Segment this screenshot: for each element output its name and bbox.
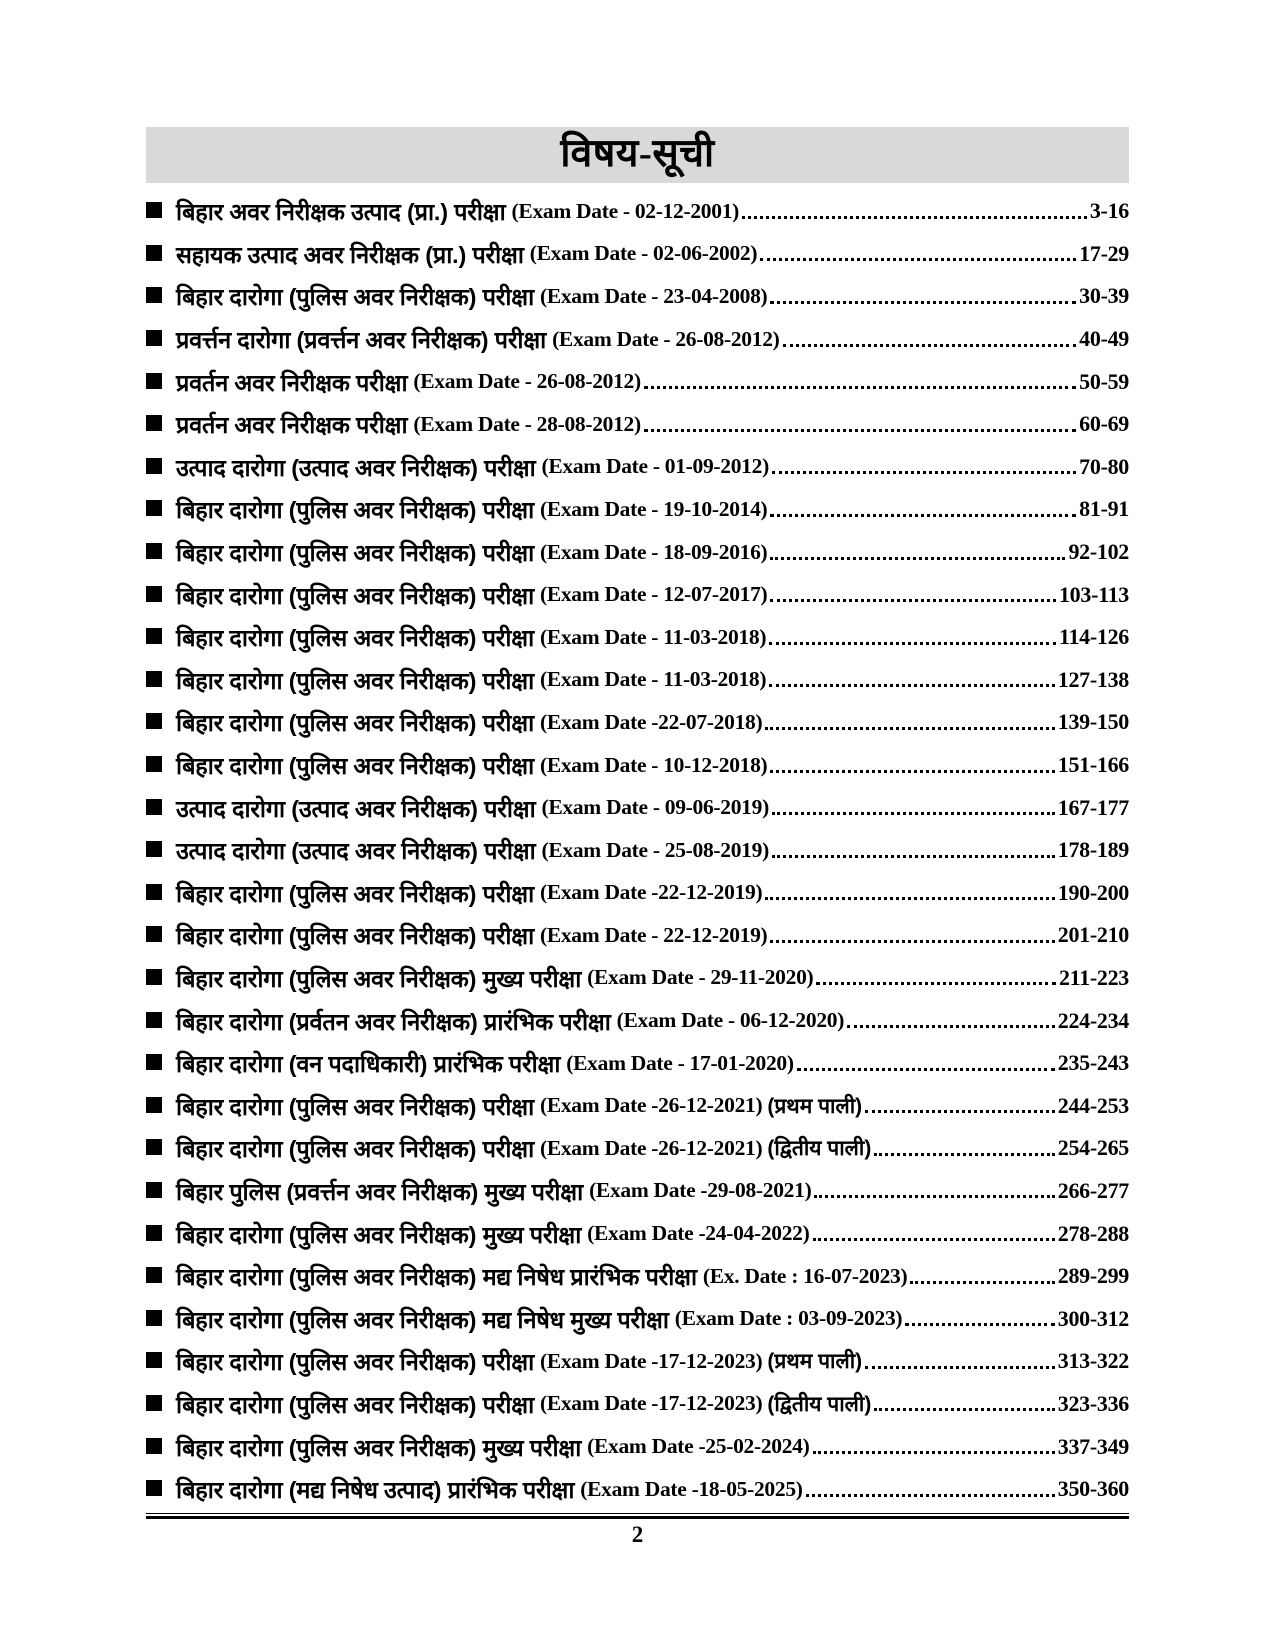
toc-entry-row — [146, 573, 1129, 616]
dotted-leader — [770, 514, 1076, 517]
dotted-leader — [644, 429, 1076, 432]
dotted-leader — [644, 386, 1076, 389]
dotted-leader — [910, 1281, 1054, 1284]
entry-page-range: 178-189 — [1057, 837, 1129, 863]
entry-exam-date: (Exam Date - 18-09-2016) — [539, 539, 768, 564]
square-bullet-icon — [146, 1012, 162, 1028]
entry-exam-date: (Exam Date - 22-12-2019) — [539, 922, 768, 947]
square-bullet-icon — [146, 841, 162, 857]
square-bullet-icon — [146, 671, 162, 687]
entry-title: बिहार दारोगा (पुलिस अवर निरीक्षक) परीक्षा — [176, 497, 534, 524]
entry-title: बिहार दारोगा (पुलिस अवर निरीक्षक) परीक्षा — [176, 1391, 534, 1418]
entry-title: बिहार दारोगा (प्रर्वतन अवर निरीक्षक) प्रारंभिक परीक्षा — [176, 1008, 611, 1035]
dotted-leader — [770, 770, 1054, 773]
entry-exam-date: (Exam Date - 12-07-2017) — [539, 582, 768, 607]
square-bullet-icon — [146, 1225, 162, 1241]
toc-entry-row — [146, 531, 1129, 574]
entry-title: बिहार दारोगा (पुलिस अवर निरीक्षक) परीक्षा — [176, 923, 534, 950]
toc-page — [146, 0, 1129, 1650]
entry-page-range: 167-177 — [1057, 794, 1129, 820]
entry-page-range: 92-102 — [1068, 539, 1129, 565]
entry-page-range: 254-265 — [1057, 1135, 1129, 1161]
toc-entry-row — [146, 1042, 1129, 1085]
entry-page-range: 139-150 — [1057, 709, 1129, 735]
dotted-leader — [765, 727, 1054, 730]
toc-entry-row — [146, 957, 1129, 1000]
entry-exam-date: (Exam Date - 19-10-2014) — [539, 496, 768, 521]
entry-title: प्रवर्त्तन दारोगा (प्रवर्त्तन अवर निरीक्षक) परीक्षा — [176, 327, 547, 354]
entry-exam-date: (Exam Date - 28-08-2012) — [413, 411, 641, 436]
dotted-leader — [813, 1451, 1055, 1454]
entry-page-range: 50-59 — [1079, 368, 1129, 394]
entry-page-range: 81-91 — [1079, 496, 1129, 522]
entry-page-range: 350-360 — [1057, 1476, 1129, 1502]
entry-exam-date: (Ex. Date : 16-07-2023) — [702, 1263, 908, 1288]
entry-title: बिहार दारोगा (पुलिस अवर निरीक्षक) परीक्षा — [176, 1349, 534, 1376]
square-bullet-icon — [146, 799, 162, 815]
square-bullet-icon — [146, 1395, 162, 1411]
toc-entry-row — [146, 275, 1129, 318]
entry-exam-date: (Exam Date - 25-08-2019) — [541, 837, 769, 862]
entry-title: उत्पाद दारोगा (उत्पाद अवर निरीक्षक) परीक्षा — [176, 795, 536, 822]
entry-title: बिहार दारोगा (पुलिस अवर निरीक्षक) परीक्षा — [176, 582, 534, 609]
entry-title: बिहार दारोगा (पुलिस अवर निरीक्षक) मद्य निषेध प्रारंभिक परीक्षा — [176, 1264, 697, 1291]
dotted-leader — [770, 301, 1076, 304]
square-bullet-icon — [146, 969, 162, 985]
dotted-leader — [769, 642, 1056, 645]
toc-entry-row — [146, 403, 1129, 446]
entry-page-range: 3-16 — [1089, 198, 1129, 224]
dotted-leader — [865, 1366, 1055, 1369]
entry-page-range: 235-243 — [1057, 1050, 1129, 1076]
dotted-leader — [770, 599, 1056, 602]
square-bullet-icon — [146, 1352, 162, 1368]
dotted-leader — [765, 897, 1054, 900]
entry-title: सहायक उत्पाद अवर निरीक्षक (प्रा.) परीक्षा — [176, 241, 524, 268]
dotted-leader — [770, 940, 1054, 943]
entry-exam-date: (Exam Date - 17-01-2020) — [566, 1050, 794, 1075]
entry-exam-date: (Exam Date - 11-03-2018) — [539, 667, 767, 692]
entry-page-range: 337-349 — [1057, 1433, 1129, 1459]
entry-title: बिहार दारोगा (पुलिस अवर निरीक्षक) परीक्षा — [176, 880, 534, 907]
entry-page-range: 300-312 — [1057, 1305, 1129, 1331]
dotted-leader — [905, 1323, 1055, 1326]
entry-exam-date: (Exam Date - 26-08-2012) — [552, 326, 780, 351]
square-bullet-icon — [146, 245, 162, 261]
square-bullet-icon — [146, 1438, 162, 1454]
entry-page-range: 30-39 — [1079, 283, 1129, 309]
toc-entry-row — [146, 233, 1129, 276]
toc-entry-row — [146, 1255, 1129, 1298]
entry-exam-date: (Exam Date -29-08-2021) — [589, 1178, 812, 1203]
square-bullet-icon — [146, 756, 162, 772]
entry-title: बिहार दारोगा (पुलिस अवर निरीक्षक) परीक्षा — [176, 1136, 534, 1163]
entry-title: बिहार दारोगा (पुलिस अवर निरीक्षक) परीक्षा — [176, 753, 534, 780]
footer-divider — [146, 1513, 1129, 1519]
square-bullet-icon — [146, 628, 162, 644]
toc-entry-row — [146, 872, 1129, 915]
entry-title: बिहार दारोगा (पुलिस अवर निरीक्षक) परीक्षा — [176, 1093, 534, 1120]
entry-page-range: 127-138 — [1057, 666, 1129, 692]
entry-title: बिहार दारोगा (मद्य निषेध उत्पाद) प्रारंभिक परीक्षा — [176, 1477, 575, 1504]
entry-exam-date: (Exam Date - 06-12-2020) — [616, 1008, 845, 1033]
entry-page-range: 70-80 — [1079, 453, 1129, 479]
dotted-leader — [874, 1153, 1054, 1156]
entry-title: बिहार दारोगा (पुलिस अवर निरीक्षक) मुख्य परीक्षा — [176, 1221, 582, 1248]
square-bullet-icon — [146, 926, 162, 942]
dotted-leader — [806, 1494, 1055, 1497]
entry-exam-date: (Exam Date -17-12-2023) — [539, 1391, 763, 1416]
dotted-leader — [814, 1195, 1054, 1198]
entry-page-range: 266-277 — [1057, 1177, 1129, 1203]
entry-page-range: 244-253 — [1057, 1092, 1129, 1118]
dotted-leader — [772, 855, 1055, 858]
footer-page-number: 2 — [631, 1522, 644, 1548]
entry-page-range: 211-223 — [1058, 964, 1129, 990]
toc-entry-row — [146, 1127, 1129, 1170]
entry-page-range: 278-288 — [1057, 1220, 1129, 1246]
entry-exam-date: (Exam Date -26-12-2021) — [539, 1093, 763, 1118]
entry-title: बिहार दारोगा (पुलिस अवर निरीक्षक) मुख्य परीक्षा — [176, 965, 582, 992]
title-bar — [146, 127, 1129, 183]
dotted-leader — [847, 1025, 1055, 1028]
dotted-leader — [770, 557, 1065, 560]
entry-shift-suffix: (प्रथम पाली) — [767, 1094, 863, 1118]
toc-entry-row — [146, 1084, 1129, 1127]
toc-entry-row — [146, 829, 1129, 872]
entry-exam-date: (Exam Date -24-04-2022) — [587, 1221, 810, 1246]
entry-shift-suffix: (प्रथम पाली) — [767, 1350, 863, 1374]
entry-page-range: 323-336 — [1057, 1390, 1129, 1416]
entry-title: बिहार दारोगा (पुलिस अवर निरीक्षक) परीक्षा — [176, 540, 534, 567]
entry-exam-date: (Exam Date - 02-12-2001) — [511, 198, 739, 223]
entry-shift-suffix: (द्वितीय पाली) — [767, 1137, 872, 1161]
entry-shift-suffix: (द्वितीय पाली) — [767, 1392, 872, 1416]
dotted-leader — [772, 471, 1076, 474]
entry-title: बिहार दारोगा (पुलिस अवर निरीक्षक) मुख्य परीक्षा — [176, 1434, 582, 1461]
toc-entry-row — [146, 318, 1129, 361]
page-title: विषय-सूची — [560, 131, 715, 175]
square-bullet-icon — [146, 884, 162, 900]
entry-title: बिहार दारोगा (पुलिस अवर निरीक्षक) परीक्षा — [176, 710, 534, 737]
toc-entry-row — [146, 488, 1129, 531]
entry-exam-date: (Exam Date - 23-04-2008) — [539, 283, 768, 308]
square-bullet-icon — [146, 1480, 162, 1496]
dotted-leader — [772, 812, 1055, 815]
square-bullet-icon — [146, 415, 162, 431]
entry-title: बिहार दारोगा (पुलिस अवर निरीक्षक) परीक्षा — [176, 667, 534, 694]
toc-list — [146, 190, 1129, 1510]
toc-entry-row — [146, 744, 1129, 787]
entry-page-range: 40-49 — [1079, 326, 1129, 352]
toc-entry-row — [146, 1340, 1129, 1383]
entry-page-range: 151-166 — [1057, 752, 1129, 778]
entry-page-range: 60-69 — [1079, 411, 1129, 437]
entry-exam-date: (Exam Date - 01-09-2012) — [541, 454, 769, 479]
square-bullet-icon — [146, 713, 162, 729]
entry-page-range: 103-113 — [1058, 581, 1129, 607]
entry-page-range: 224-234 — [1057, 1007, 1129, 1033]
square-bullet-icon — [146, 543, 162, 559]
entry-exam-date: (Exam Date - 10-12-2018) — [539, 752, 768, 777]
dotted-leader — [797, 1068, 1055, 1071]
entry-title: बिहार दारोगा (पुलिस अवर निरीक्षक) मद्य निषेध मुख्य परीक्षा — [176, 1306, 669, 1333]
entry-exam-date: (Exam Date -25-02-2024) — [587, 1434, 810, 1459]
entry-title: प्रवर्तन अवर निरीक्षक परीक्षा — [176, 369, 408, 396]
square-bullet-icon — [146, 373, 162, 389]
toc-entry-row — [146, 360, 1129, 403]
square-bullet-icon — [146, 500, 162, 516]
dotted-leader — [865, 1110, 1055, 1113]
square-bullet-icon — [146, 330, 162, 346]
toc-entry-row — [146, 1297, 1129, 1340]
square-bullet-icon — [146, 458, 162, 474]
entry-page-range: 114-126 — [1058, 624, 1129, 650]
toc-entry-row — [146, 701, 1129, 744]
entry-title: बिहार दारोगा (पुलिस अवर निरीक्षक) परीक्षा — [176, 625, 534, 652]
dotted-leader — [874, 1408, 1054, 1411]
entry-exam-date: (Exam Date -22-12-2019) — [539, 880, 763, 905]
square-bullet-icon — [146, 1139, 162, 1155]
toc-entry-row — [146, 1212, 1129, 1255]
square-bullet-icon — [146, 1267, 162, 1283]
square-bullet-icon — [146, 1182, 162, 1198]
square-bullet-icon — [146, 586, 162, 602]
entry-page-range: 17-29 — [1079, 240, 1129, 266]
toc-entry-row — [146, 659, 1129, 702]
entry-exam-date: (Exam Date -17-12-2023) — [539, 1348, 763, 1373]
entry-exam-date: (Exam Date - 02-06-2002) — [529, 241, 758, 266]
toc-entry-row — [146, 999, 1129, 1042]
dotted-leader — [769, 684, 1055, 687]
square-bullet-icon — [146, 1310, 162, 1326]
toc-entry-row — [146, 1425, 1129, 1468]
entry-title: बिहार दारोगा (वन पदाधिकारी) प्रारंभिक परीक्षा — [176, 1051, 561, 1078]
entry-title: बिहार दारोगा (पुलिस अवर निरीक्षक) परीक्षा — [176, 284, 534, 311]
entry-exam-date: (Exam Date -26-12-2021) — [539, 1135, 763, 1160]
entry-title: उत्पाद दारोगा (उत्पाद अवर निरीक्षक) परीक्षा — [176, 454, 536, 481]
toc-entry-row — [146, 1383, 1129, 1426]
entry-title: प्रवर्तन अवर निरीक्षक परीक्षा — [176, 412, 408, 439]
entry-exam-date: (Exam Date - 09-06-2019) — [541, 795, 769, 820]
toc-entry-row — [146, 446, 1129, 489]
entry-page-range: 190-200 — [1057, 879, 1129, 905]
toc-entry-row — [146, 616, 1129, 659]
square-bullet-icon — [146, 202, 162, 218]
entry-exam-date: (Exam Date - 26-08-2012) — [413, 369, 641, 394]
toc-entry-row — [146, 914, 1129, 957]
dotted-leader — [783, 344, 1077, 347]
square-bullet-icon — [146, 1097, 162, 1113]
entry-title: बिहार अवर निरीक्षक उत्पाद (प्रा.) परीक्षा — [176, 199, 506, 226]
square-bullet-icon — [146, 1054, 162, 1070]
toc-entry-row — [146, 786, 1129, 829]
dotted-leader — [816, 982, 1056, 985]
toc-entry-row — [146, 1468, 1129, 1511]
dotted-leader — [760, 258, 1076, 261]
entry-page-range: 201-210 — [1057, 922, 1129, 948]
dotted-leader — [742, 216, 1087, 219]
toc-entry-row — [146, 190, 1129, 233]
entry-exam-date: (Exam Date : 03-09-2023) — [674, 1306, 903, 1331]
square-bullet-icon — [146, 287, 162, 303]
entry-page-range: 289-299 — [1057, 1263, 1129, 1289]
entry-page-range: 313-322 — [1057, 1348, 1129, 1374]
entry-exam-date: (Exam Date - 11-03-2018) — [539, 624, 767, 649]
dotted-leader — [813, 1238, 1055, 1241]
entry-exam-date: (Exam Date -18-05-2025) — [580, 1476, 803, 1501]
entry-exam-date: (Exam Date - 29-11-2020) — [587, 965, 814, 990]
entry-title: उत्पाद दारोगा (उत्पाद अवर निरीक्षक) परीक्षा — [176, 838, 536, 865]
entry-title: बिहार पुलिस (प्रवर्त्तन अवर निरीक्षक) मुख्य परीक्षा — [176, 1178, 584, 1205]
entry-exam-date: (Exam Date -22-07-2018) — [539, 709, 763, 734]
toc-entry-row — [146, 1170, 1129, 1213]
